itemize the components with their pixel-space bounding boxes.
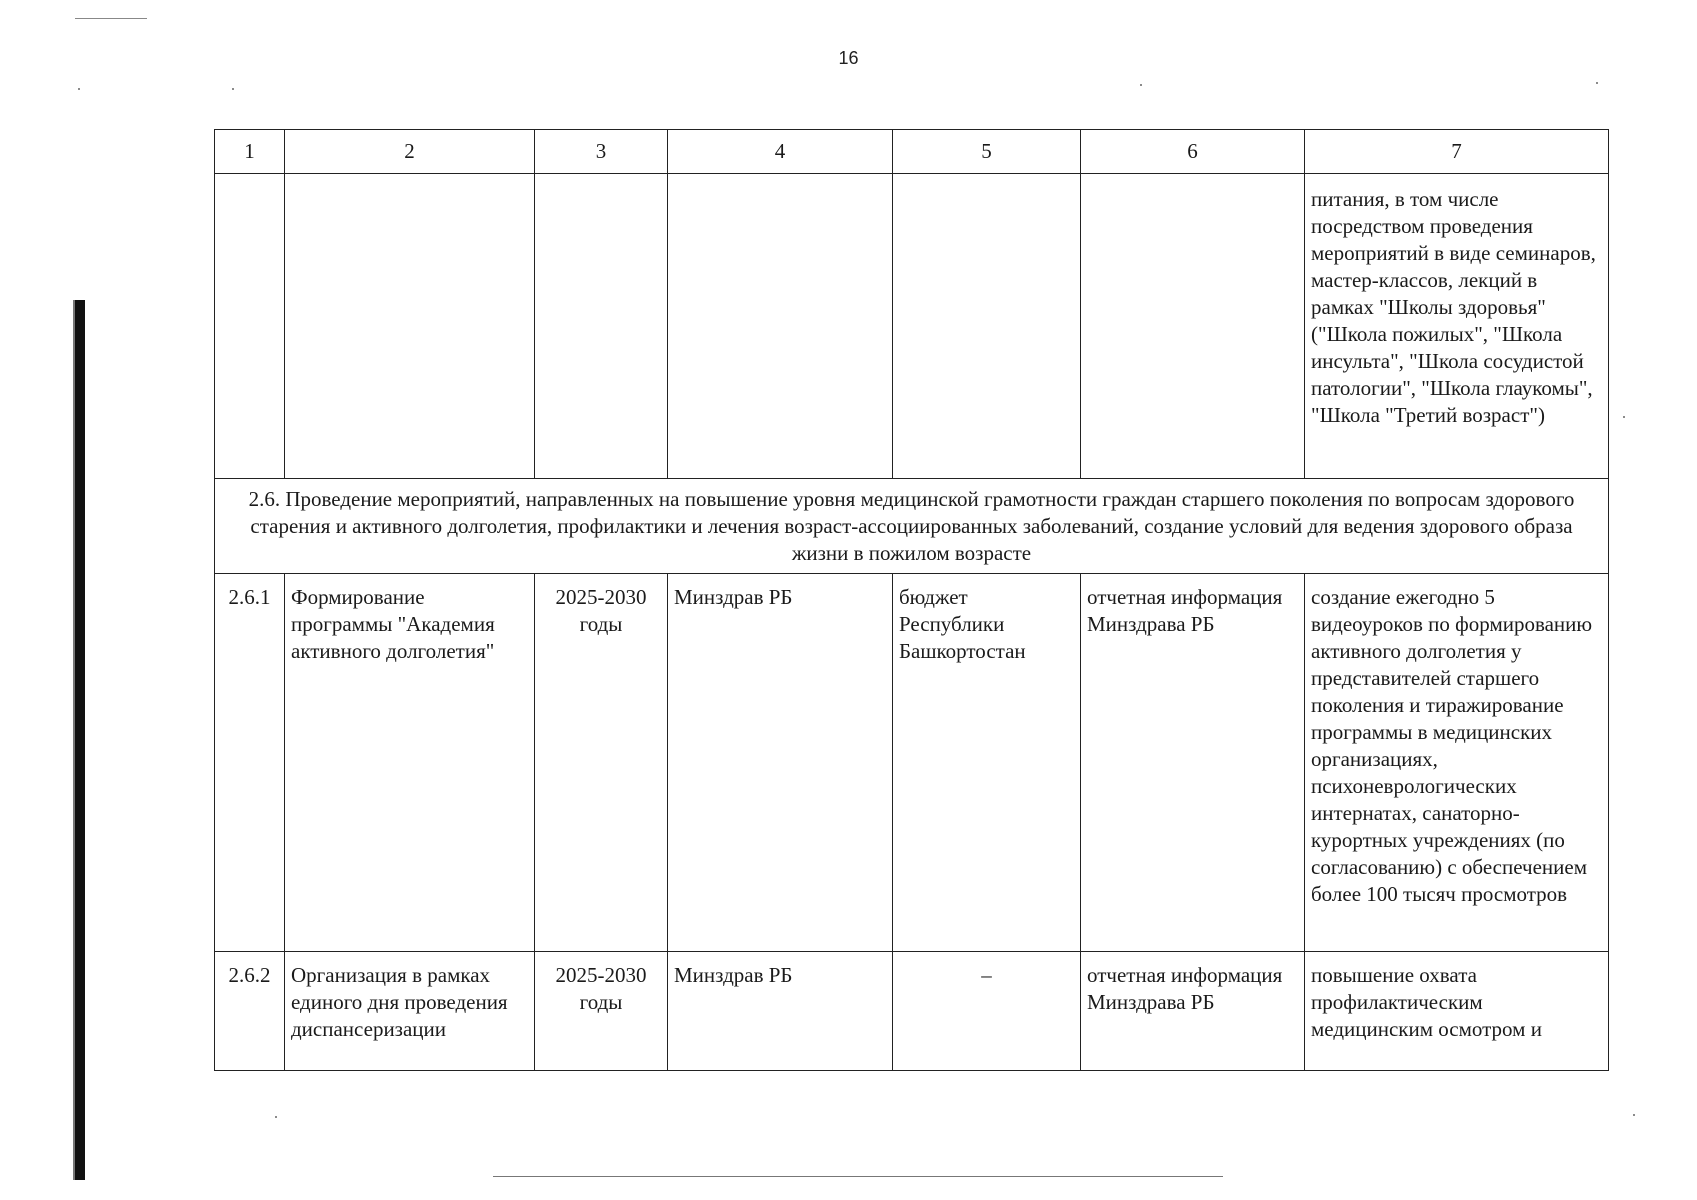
row-number: 2.6.1 [215,574,285,952]
scan-artifact-bottom-line [493,1176,1223,1177]
page-number: 16 [838,48,859,68]
empty-cell [668,174,893,479]
scan-speck [1623,416,1625,418]
header-cell: 7 [1305,130,1609,174]
result-cell: создание ежегодно 5 видеоуроков по формированию активного долголетия у представителей старшего поколения и тиражирование программы в медицинских организациях, психоневрологических интернатах, санаторно-курортных учреждениях (по согласованию) с обеспечением более 100 тысяч просмотров [1305,574,1609,952]
executor-cell: Минздрав РБ [668,574,893,952]
empty-cell [215,174,285,479]
row-number: 2.6.2 [215,952,285,1071]
funding-source-cell: – [893,952,1081,1071]
header-cell: 5 [893,130,1081,174]
scan-artifact-left-bar [75,300,85,1180]
scan-speck [232,88,234,90]
empty-cell [285,174,535,479]
scan-speck [1140,84,1142,86]
continuation-row [215,174,1609,479]
scan-artifact-top [75,18,147,19]
scan-speck [78,88,80,90]
result-cell: повышение охвата профилактическим медицинским осмотром и [1305,952,1609,1071]
scan-speck [1633,1114,1635,1116]
scan-speck [1596,82,1598,84]
header-cell: 4 [668,130,893,174]
empty-cell [1081,174,1305,479]
scan-speck [275,1116,277,1118]
period-cell: 2025-2030 годы [535,574,668,952]
table-header-row [215,130,1609,174]
funding-source-cell: бюджет Республики Башкортостан [893,574,1081,952]
report-cell: отчетная информация Минздрава РБ [1081,952,1305,1071]
empty-cell [893,174,1081,479]
table-row [215,952,1609,1071]
measure-name: Формирование программы "Академия активного долголетия" [285,574,535,952]
header-cell: 1 [215,130,285,174]
program-table [214,129,1609,1071]
period-cell: 2025-2030 годы [535,952,668,1071]
table-row [215,574,1609,952]
report-cell: отчетная информация Минздрава РБ [1081,574,1305,952]
header-cell: 6 [1081,130,1305,174]
measure-name: Организация в рамках единого дня проведения диспансеризации [285,952,535,1071]
header-cell: 2 [285,130,535,174]
result-cell: питания, в том числе посредством проведения мероприятий в виде семинаров, мастер-классов, лекций в рамках "Школы здоровья" ("Школа пожилых", "Школа инсульта", "Школа сосудистой патологии", "Школа глаукомы", "Школа "Третий возраст") [1305,174,1609,479]
section-heading: 2.6. Проведение мероприятий, направленных на повышение уровня медицинской грамотности граждан старшего поколения по вопросам здорового старения и активного долголетия, профилактики и лечения возраст-ассоциированных заболеваний, создание условий для ведения здорового образа жизни в пожилом возрасте [215,479,1609,574]
executor-cell: Минздрав РБ [668,952,893,1071]
header-cell: 3 [535,130,668,174]
section-row [215,479,1609,574]
empty-cell [535,174,668,479]
